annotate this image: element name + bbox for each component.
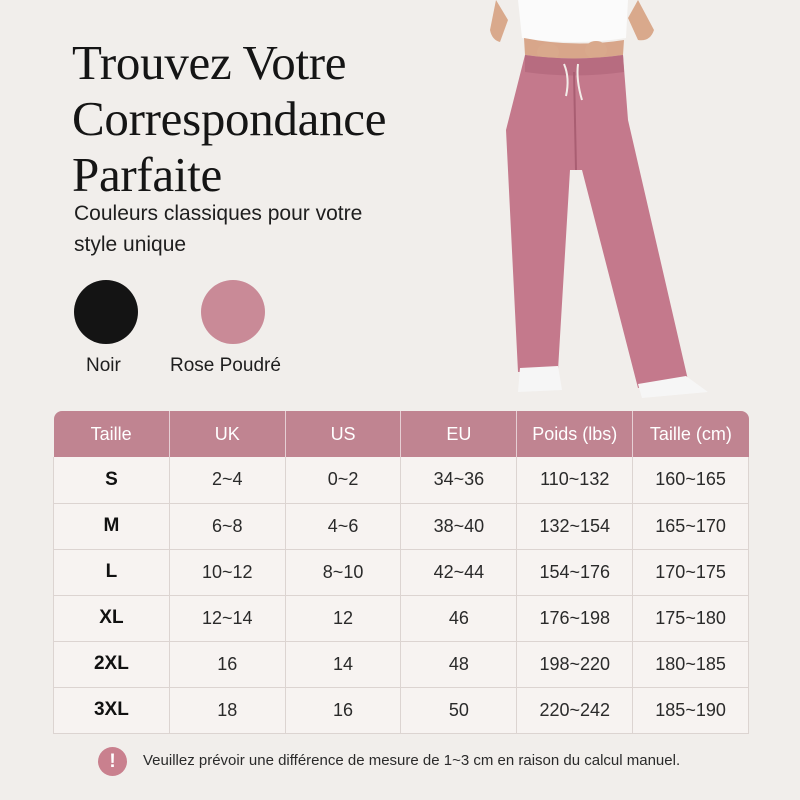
title-line-2: Correspondance bbox=[72, 91, 387, 146]
header-taille: Taille bbox=[54, 411, 170, 457]
table-row bbox=[54, 641, 749, 687]
cell-size: 2XL bbox=[54, 641, 170, 687]
cell-weight: 220~242 bbox=[517, 687, 633, 733]
table-row bbox=[54, 549, 749, 595]
cell-size: 3XL bbox=[54, 687, 170, 733]
subtitle-line-1: Couleurs classiques pour votre bbox=[74, 202, 363, 225]
cell-height: 170~175 bbox=[633, 549, 749, 595]
cell-uk: 10~12 bbox=[169, 549, 285, 595]
white-top bbox=[518, 0, 628, 42]
cell-us: 12 bbox=[285, 595, 401, 641]
cell-us: 16 bbox=[285, 687, 401, 733]
cell-eu: 42~44 bbox=[401, 549, 517, 595]
color-label-noir: Noir bbox=[86, 355, 121, 376]
cell-weight: 110~132 bbox=[517, 457, 633, 503]
cell-uk: 16 bbox=[169, 641, 285, 687]
cell-us: 0~2 bbox=[285, 457, 401, 503]
cell-size: M bbox=[54, 503, 170, 549]
pants bbox=[506, 55, 688, 388]
color-swatch-rose-poudre[interactable] bbox=[201, 280, 265, 344]
hand-right bbox=[585, 41, 607, 59]
cell-us: 4~6 bbox=[285, 503, 401, 549]
cell-height: 180~185 bbox=[633, 641, 749, 687]
cell-eu: 38~40 bbox=[401, 503, 517, 549]
subtitle bbox=[74, 198, 444, 260]
table-row bbox=[54, 503, 749, 549]
header-us: US bbox=[285, 411, 401, 457]
page-title bbox=[72, 35, 492, 206]
cell-uk: 6~8 bbox=[169, 503, 285, 549]
cell-uk: 2~4 bbox=[169, 457, 285, 503]
cell-height: 165~170 bbox=[633, 503, 749, 549]
cell-weight: 132~154 bbox=[517, 503, 633, 549]
cell-size: S bbox=[54, 457, 170, 503]
cell-eu: 46 bbox=[401, 595, 517, 641]
cell-uk: 18 bbox=[169, 687, 285, 733]
measurement-note: Veuillez prévoir une différence de mesure de 1~3 cm en raison du calcul manuel. bbox=[143, 752, 681, 769]
header-eu: EU bbox=[401, 411, 517, 457]
cell-uk: 12~14 bbox=[169, 595, 285, 641]
arm-left bbox=[490, 0, 508, 42]
cell-eu: 34~36 bbox=[401, 457, 517, 503]
exclamation-icon: ! bbox=[98, 747, 127, 776]
header-taille-cm: Taille (cm) bbox=[633, 411, 749, 457]
size-table bbox=[53, 411, 749, 734]
cell-size: L bbox=[54, 549, 170, 595]
table-row bbox=[54, 457, 749, 503]
cell-weight: 154~176 bbox=[517, 549, 633, 595]
arm-right bbox=[628, 0, 654, 40]
cell-weight: 198~220 bbox=[517, 641, 633, 687]
header-uk: UK bbox=[169, 411, 285, 457]
cell-height: 160~165 bbox=[633, 457, 749, 503]
cell-us: 8~10 bbox=[285, 549, 401, 595]
color-swatch-noir[interactable] bbox=[74, 280, 138, 344]
table-row bbox=[54, 687, 749, 733]
table-row bbox=[54, 595, 749, 641]
header-poids: Poids (lbs) bbox=[517, 411, 633, 457]
cell-weight: 176~198 bbox=[517, 595, 633, 641]
color-label-rose-poudre: Rose Poudré bbox=[170, 355, 281, 376]
cell-eu: 50 bbox=[401, 687, 517, 733]
table-header-row bbox=[54, 411, 749, 457]
cell-height: 175~180 bbox=[633, 595, 749, 641]
shoe-left bbox=[518, 366, 562, 392]
model-photo bbox=[478, 0, 728, 400]
title-line-1: Trouvez Votre bbox=[72, 35, 347, 90]
cell-size: XL bbox=[54, 595, 170, 641]
cell-us: 14 bbox=[285, 641, 401, 687]
cell-height: 185~190 bbox=[633, 687, 749, 733]
cell-eu: 48 bbox=[401, 641, 517, 687]
title-line-3: Parfaite bbox=[72, 147, 222, 202]
subtitle-line-2: style unique bbox=[74, 233, 187, 256]
